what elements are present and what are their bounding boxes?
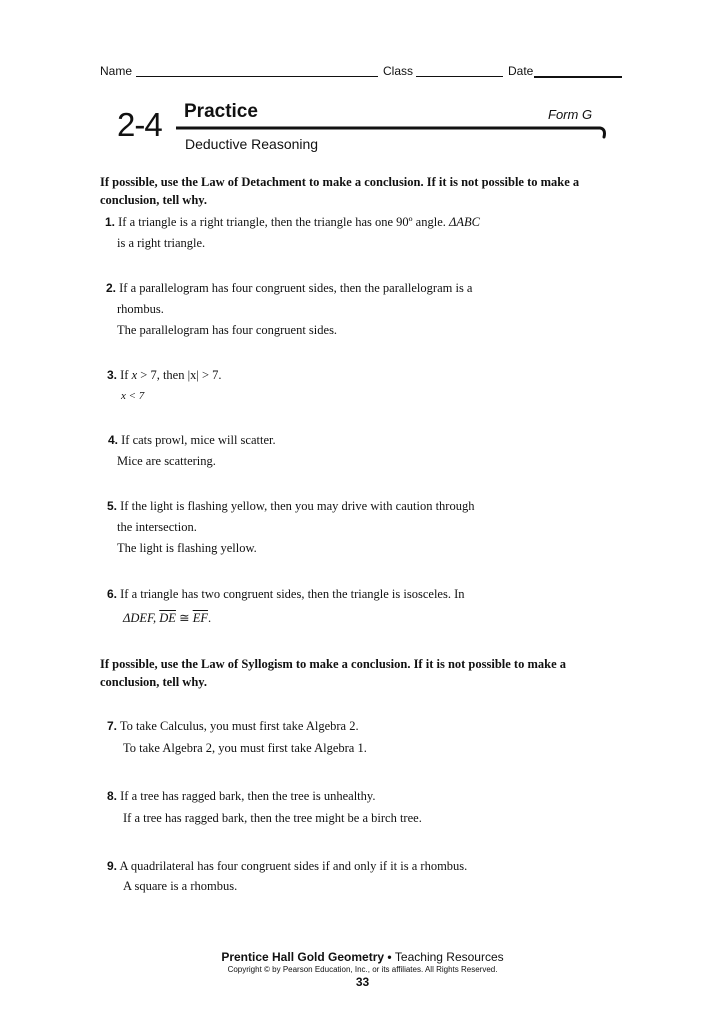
footer-copyright: Copyright © by Pearson Education, Inc., or its affiliates. All Rights Reserved. [227, 965, 498, 974]
page-subtitle: Deductive Reasoning [185, 136, 319, 152]
problem-1: 1. If a triangle is a right triangle, then the triangle has one 90º angle. ΔABC [105, 215, 480, 229]
problem-1-line-2: is a right triangle. [117, 236, 206, 250]
date-label: Date [508, 64, 534, 78]
problem-8: 8. If a tree has ragged bark, then the tree is unhealthy. [107, 789, 376, 803]
problem-2: 2. If a parallelogram has four congruent sides, then the parallelogram is a [106, 281, 473, 295]
problem-2-line-3: The parallelogram has four congruent sides. [117, 323, 338, 337]
section1-instructions: If possible, use the Law of Detachment to make a conclusion. If it is not possible to make a conclusion, tell why. [100, 175, 580, 207]
form-label: Form G [548, 107, 593, 122]
problem-5-line-3: The light is flashing yellow. [117, 541, 257, 555]
problem-6: 6. If a triangle has two congruent sides, then the triangle is isosceles. In [107, 587, 465, 601]
name-label: Name [100, 64, 133, 78]
page-number: 33 [355, 975, 370, 989]
footer-title: Prentice Hall Gold Geometry • Teaching Resources [221, 950, 504, 964]
problem-5: 5. If the light is flashing yellow, then you may drive with caution through [107, 499, 475, 513]
lesson-number: 2-4 [117, 106, 162, 143]
student-info-row [100, 64, 622, 80]
congruent-symbol: ≅ [179, 611, 190, 625]
problem-9-line-2: A square is a rhombus. [123, 879, 238, 893]
date-blank [534, 64, 622, 78]
page-title: Practice [184, 101, 258, 122]
section2-instructions: If possible, use the Law of Syllogism to make a conclusion. If it is not possible to make a conclusion, tell why. [100, 657, 567, 689]
problem-3-line-2: x < 7 [121, 390, 145, 402]
problem-4: 4. If cats prowl, mice will scatter. [108, 433, 276, 447]
problem-9: 9. A quadrilateral has four congruent sides if and only if it is a rhombus. [107, 859, 468, 873]
problem-7-line-2: To take Algebra 2, you must first take Algebra 1. [123, 741, 367, 755]
problem-3: 3. If x > 7, then |x| > 7. [107, 368, 222, 382]
problem-4-line-2: Mice are scattering. [117, 454, 216, 468]
problem-2-line-2: rhombus. [117, 302, 164, 316]
problem-6-line-2: ΔDEF, $\overline{DE}$ ≅ $\overline{EF}$. [123, 611, 212, 625]
segment-ef: $\overline{EF}$ [192, 611, 208, 625]
class-label: Class [383, 64, 414, 78]
name-blank [136, 64, 378, 77]
problem-7: 7. To take Calculus, you must first take Algebra 2. [107, 719, 359, 733]
class-blank [416, 64, 503, 77]
segment-de: $\overline{DE}$ [159, 611, 176, 625]
problem-8-line-2: If a tree has ragged bark, then the tree might be a birch tree. [123, 811, 422, 825]
problem-5-line-2: the intersection. [117, 520, 197, 534]
